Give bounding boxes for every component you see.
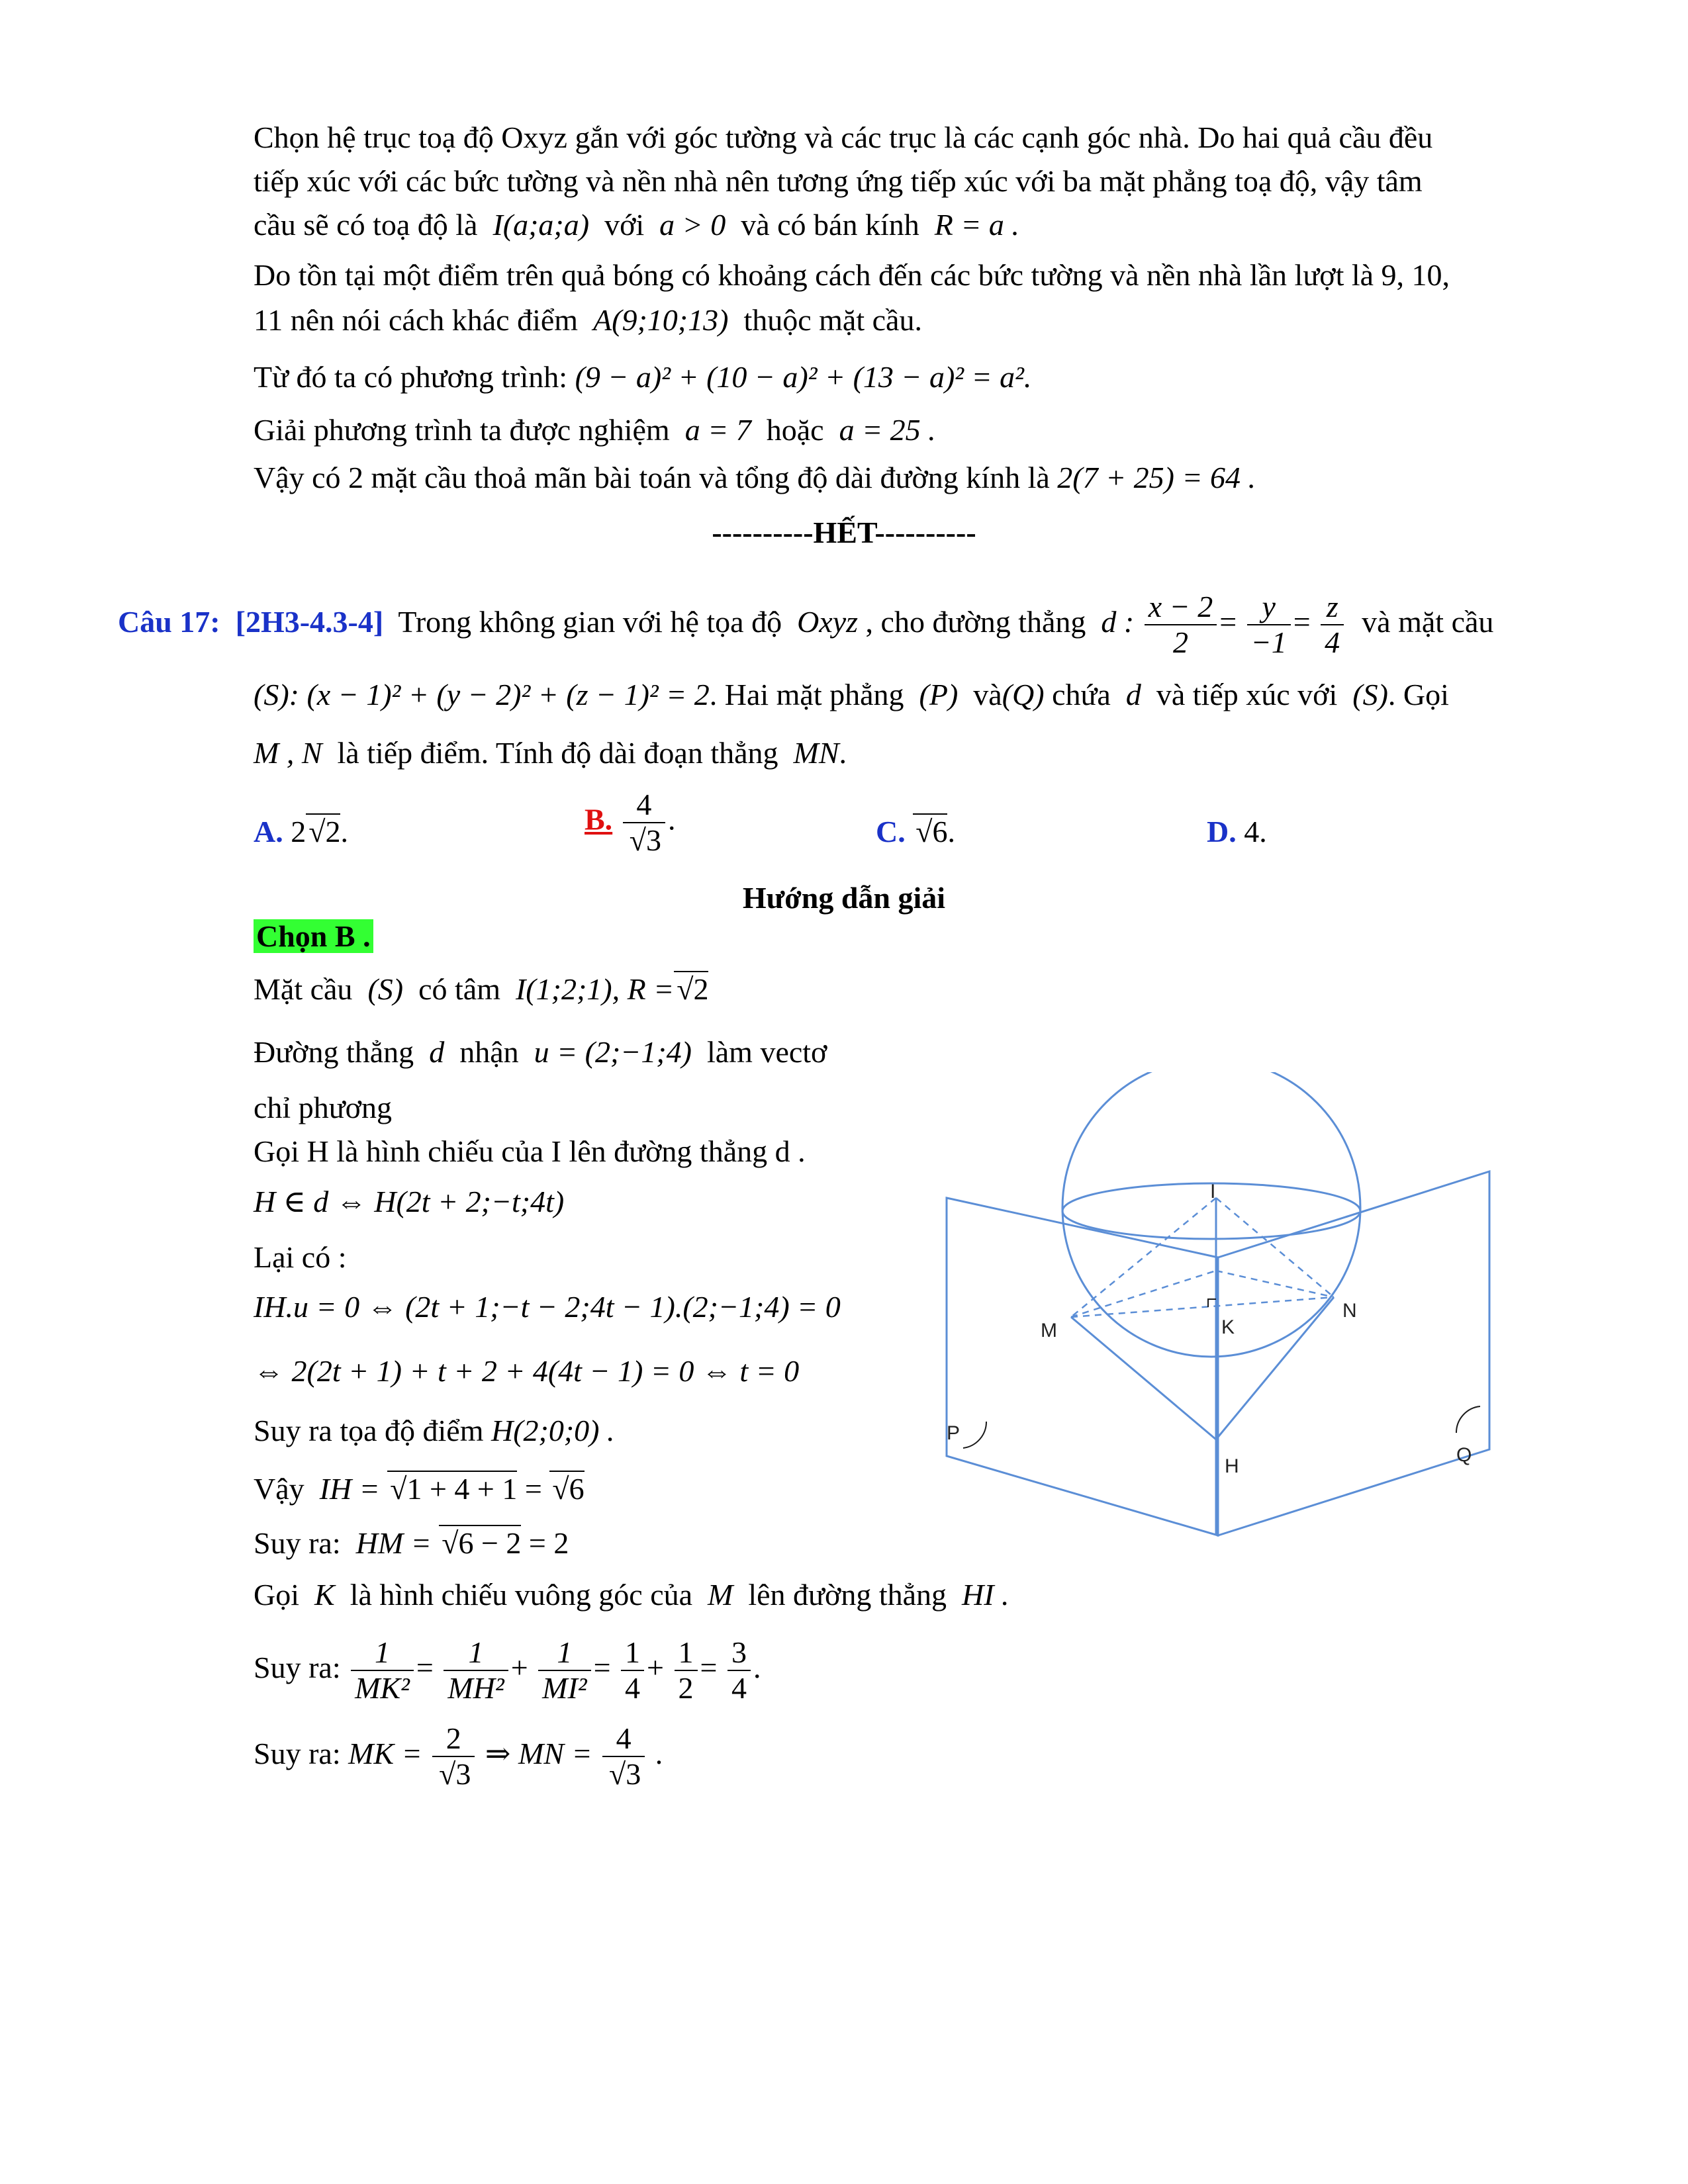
question-line-3: M , N là tiếp điểm. Tính độ dài đoạn thẳng MN. bbox=[254, 736, 847, 770]
prev-line-5: 11 nên nói cách khác điểm A(9;10;13) thuộc mặt cầu. bbox=[254, 303, 922, 337]
fraction: $\frac{1}{4}$ bbox=[621, 1635, 644, 1706]
solution-choice: Chọn B . bbox=[254, 917, 373, 956]
segment-im bbox=[1071, 1198, 1216, 1317]
solution-line-8: ⇔ 2(2t + 1) + t + 2 + 4(4t − 1) = 0 ⇔ t = 0 bbox=[254, 1354, 800, 1388]
segment-in bbox=[1216, 1198, 1334, 1297]
solution-line-1: Mặt cầu (S) có tâm I(1;2;1), R =√ 2 bbox=[254, 970, 708, 1009]
fraction: 2 √ 3 bbox=[432, 1721, 475, 1792]
label-h: H bbox=[1225, 1455, 1239, 1477]
solution-line-3: chỉ phương bbox=[254, 1091, 392, 1124]
label-p: P bbox=[947, 1422, 961, 1444]
fraction: $\frac{1}{\text{MI²}}$ bbox=[538, 1635, 590, 1706]
label-n: N bbox=[1342, 1300, 1357, 1322]
fraction: 4 √ 3 bbox=[602, 1721, 645, 1792]
solution-line-12: Gọi K là hình chiếu vuông góc của M lên đường thẳng HI . bbox=[254, 1578, 1009, 1612]
plane-p bbox=[947, 1198, 1218, 1535]
solution-line-14: Suy ra: MK = 2 √ 3 ⇒ MN = 4 √ 3 . bbox=[254, 1714, 663, 1794]
fraction: $\frac{1}{\text{MK²}}$ bbox=[351, 1635, 414, 1706]
label-m: M bbox=[1041, 1320, 1057, 1342]
fraction: $\frac{y}{-1}$ bbox=[1247, 590, 1291, 660]
label-i: I bbox=[1210, 1181, 1216, 1203]
solution-line-9: Suy ra tọa độ điểm H(2;0;0) . bbox=[254, 1414, 615, 1447]
fraction: $\frac{z}{4}$ bbox=[1321, 590, 1344, 660]
prev-line-7: Giải phương trình ta được nghiệm a = 7 hoặc a = 25 . bbox=[254, 413, 936, 447]
option-d[interactable]: D. 4. bbox=[1207, 815, 1267, 848]
prev-line-8: Vậy có 2 mặt cầu thoả mãn bài toán và tổng độ dài đường kính là 2(7 + 25) = 64 . bbox=[254, 461, 1256, 494]
question-line-1: Câu 17: [2H3-4.3-4] Trong không gian với hệ tọa độ Oxyz , cho đường thẳng d : $\frac{x - 2}{2}$ = $\frac{y}{-1}$ = $\frac{z}{4}$ và mặt cầu bbox=[118, 590, 1494, 660]
segment-kn bbox=[1216, 1271, 1334, 1297]
solution-line-10: Vậy IH = √ 1 + 4 + 1 = √ 6 bbox=[254, 1469, 585, 1509]
solution-line-13: Suy ra: $\frac{1}{\text{MK²}}$ = $\frac{1}{\text{MH²}}$ + $\frac{1}{\text{MI²}}$ = $\frac{1}{4}$ + $\frac{1}{2}$ = $\frac{3}{4}$ . bbox=[254, 1635, 761, 1706]
option-c[interactable]: C. √ 6. bbox=[876, 814, 955, 849]
prev-line-2: tiếp xúc với các bức tường và nền nhà nên tương ứng tiếp xúc với ba mặt phẳng toạ độ, vậy tâm bbox=[254, 164, 1423, 198]
solution-title: Hướng dẫn giải bbox=[742, 881, 946, 915]
prev-line-4: Do tồn tại một điểm trên quả bóng có khoảng cách đến các bức tường và nền nhà lần lượt là 9, 10, bbox=[254, 258, 1450, 292]
fraction: $\frac{3}{4}$ bbox=[727, 1635, 751, 1706]
segment-mn bbox=[1071, 1297, 1334, 1317]
prev-line-3: cầu sẽ có toạ độ là I(a;a;a) với a > 0 và có bán kính R = a . bbox=[254, 208, 1019, 242]
sphere-planes-figure bbox=[927, 1072, 1536, 1549]
angle-mark-q bbox=[1456, 1406, 1480, 1433]
end-marker: ----------HẾT---------- bbox=[712, 516, 976, 549]
solution-line-4: Gọi H là hình chiếu của I lên đường thẳng d . bbox=[254, 1134, 806, 1168]
tangent-hm bbox=[1071, 1317, 1216, 1439]
fraction: $\frac{x - 2}{2}$ bbox=[1145, 590, 1217, 660]
prev-line-1: Chọn hệ trục toạ độ Oxyz gắn với góc tường và các trục là các cạnh góc nhà. Do hai quả cầu đều bbox=[254, 120, 1433, 154]
solution-line-5: H ∈ d ⇔ H(2t + 2;−t;4t) bbox=[254, 1185, 565, 1218]
option-b[interactable]: B. 4 √ 3 . bbox=[585, 788, 675, 858]
solution-line-6: Lại có : bbox=[254, 1240, 347, 1274]
solution-line-2: Đường thẳng d nhận u = (2;−1;4) làm vectơ bbox=[254, 1035, 827, 1069]
prev-line-6: Từ đó ta có phương trình: (9 − a)² + (10 − a)² + (13 − a)² = a². bbox=[254, 360, 1032, 394]
fraction: $\frac{1}{\text{MH²}}$ bbox=[444, 1635, 508, 1706]
label-k: K bbox=[1221, 1316, 1235, 1338]
option-a[interactable]: A. 2√ 2. bbox=[254, 814, 348, 849]
angle-mark-p bbox=[963, 1422, 986, 1448]
label-q: Q bbox=[1456, 1444, 1472, 1466]
plane-q bbox=[1218, 1171, 1489, 1535]
segment-mk bbox=[1071, 1271, 1216, 1317]
solution-line-11: Suy ra: HM = √ 6 − 2 = 2 bbox=[254, 1524, 569, 1563]
equator-front bbox=[1062, 1211, 1360, 1239]
solution-line-7: IH.u = 0 ⇔ (2t + 1;−t − 2;4t − 1).(2;−1;4) = 0 bbox=[254, 1290, 841, 1324]
fraction: $\frac{1}{2}$ bbox=[675, 1635, 698, 1706]
question-line-2: (S): (x − 1)² + (y − 2)² + (z − 1)² = 2. Hai mặt phẳng (P) và(Q) chứa d và tiếp xúc với (S). Gọi bbox=[254, 678, 1449, 711]
